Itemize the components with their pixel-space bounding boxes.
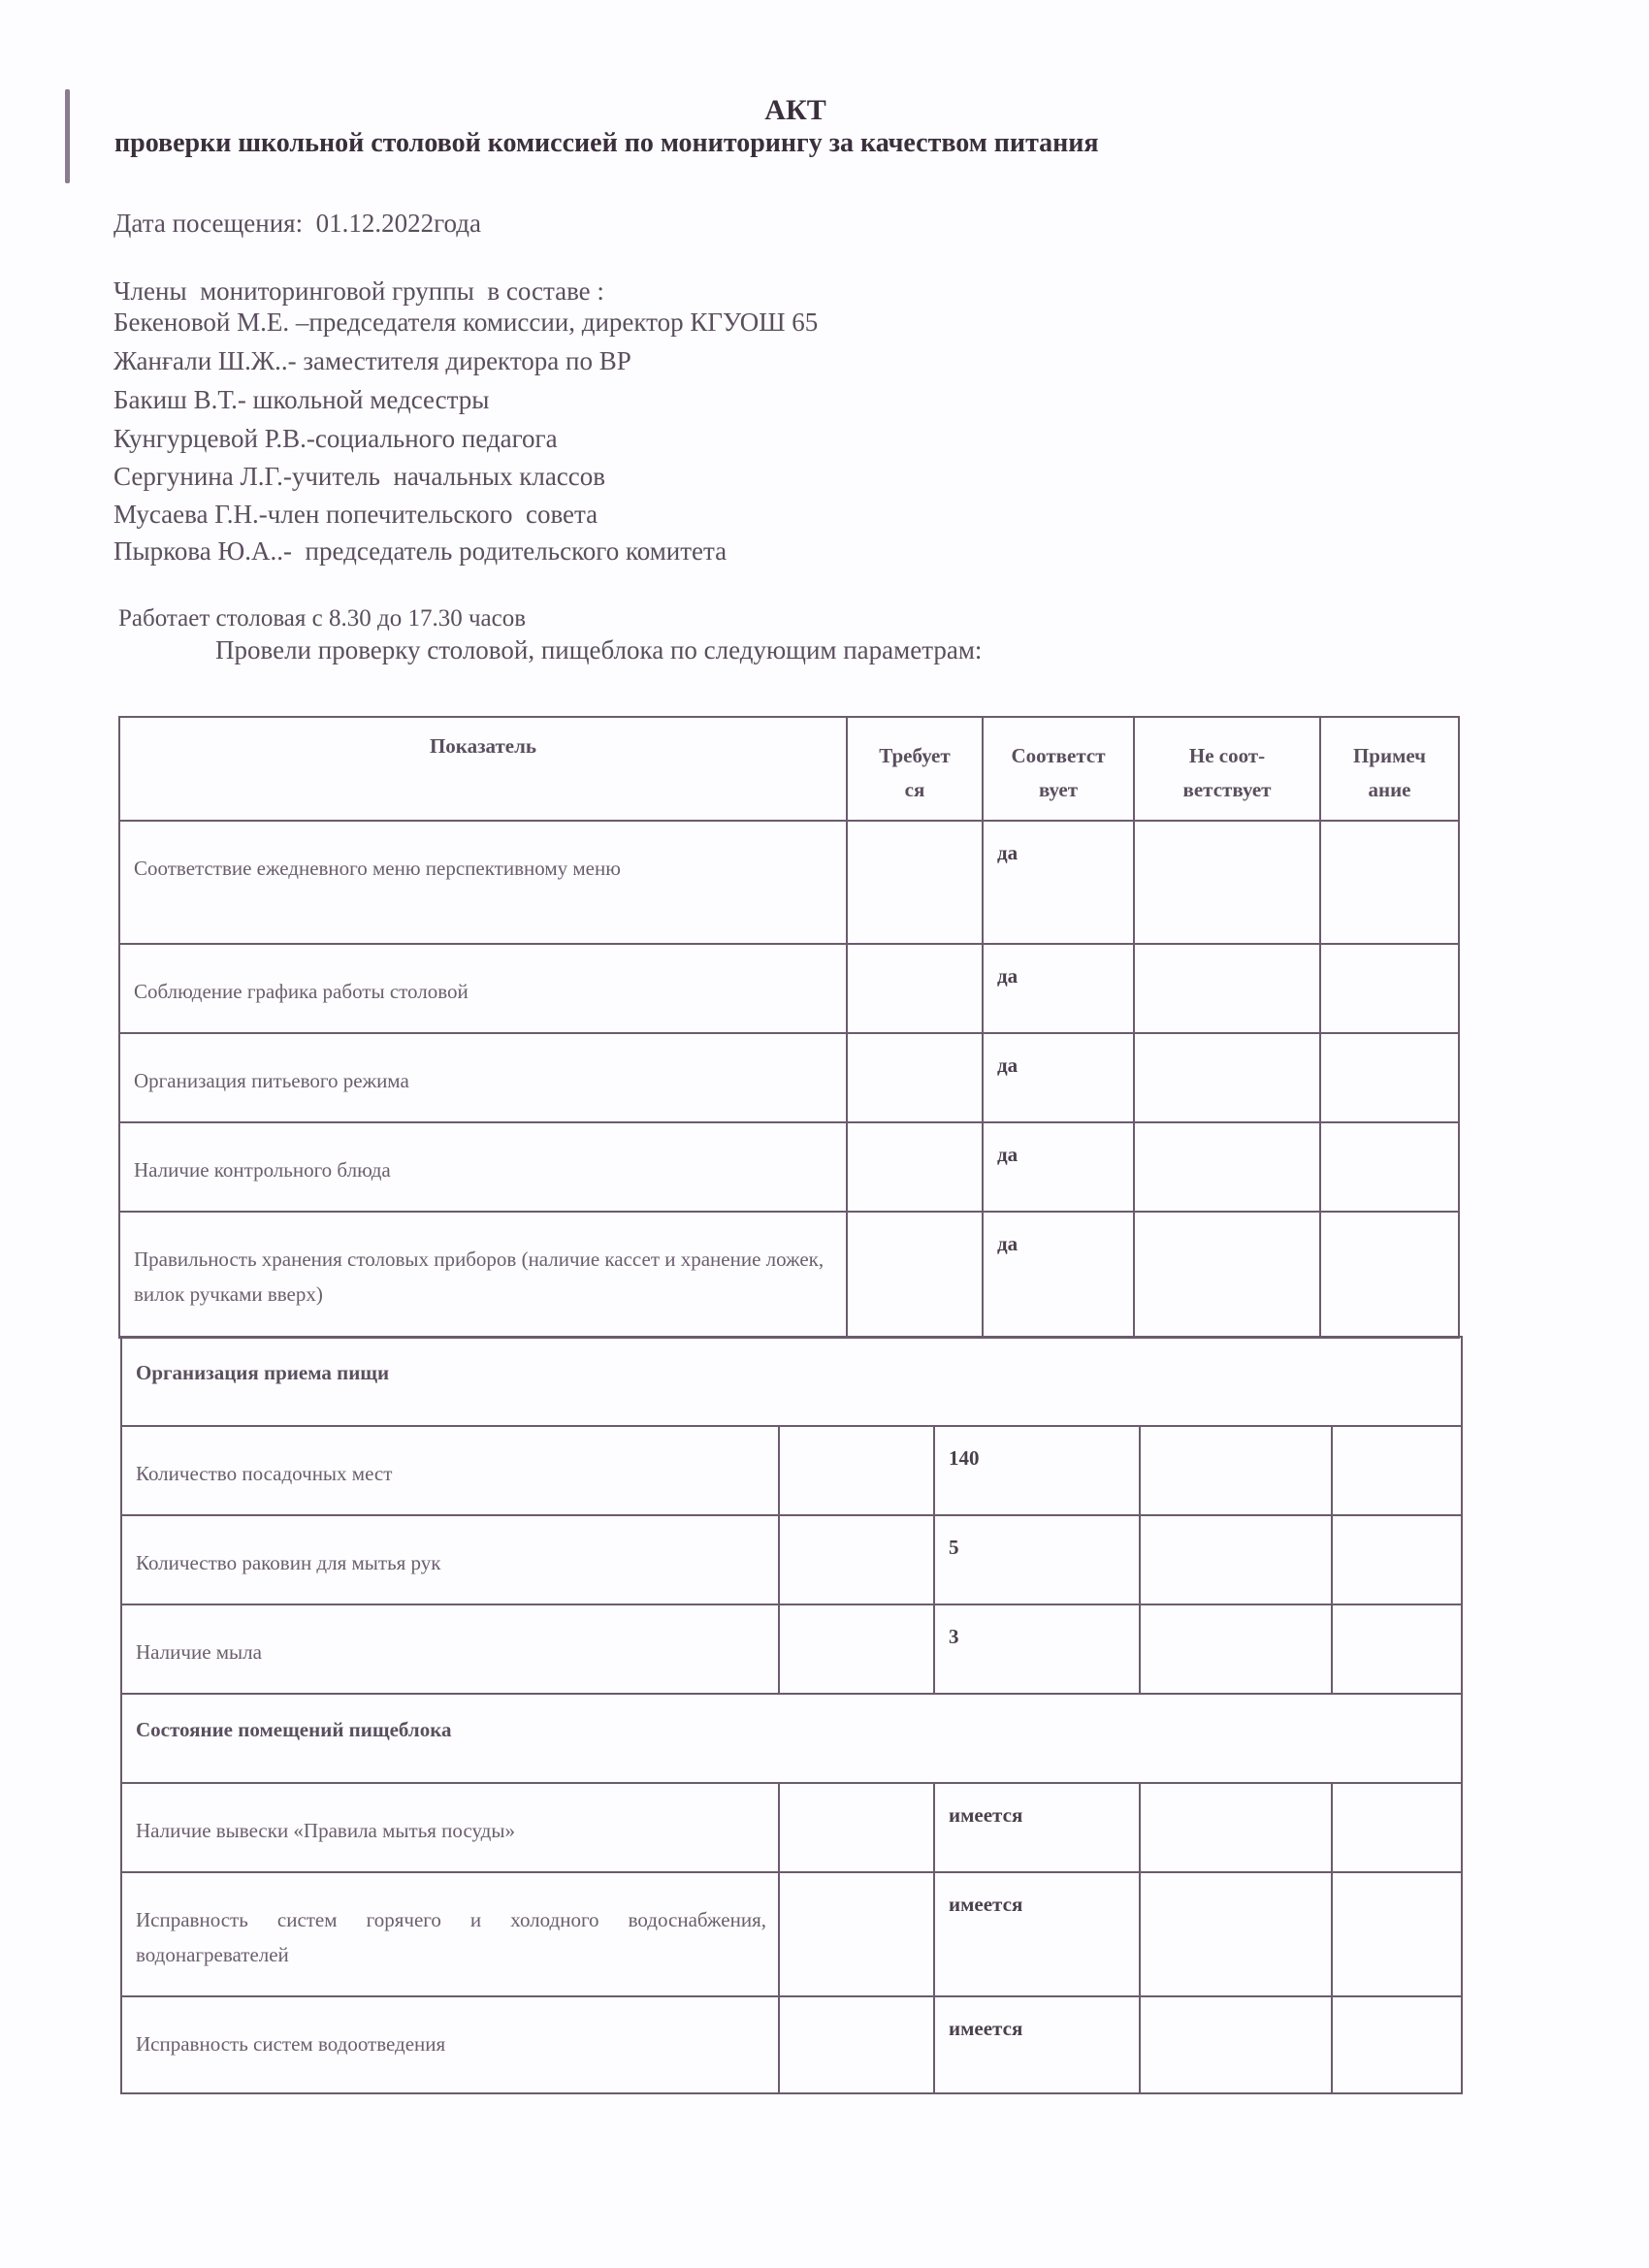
indicator-cell: Организация питьевого режима	[119, 1033, 847, 1122]
noncompliant-cell	[1140, 1515, 1332, 1604]
table-row	[121, 1426, 1462, 1515]
document-title: АКТ	[764, 94, 826, 126]
note-cell	[1332, 1996, 1462, 2093]
compliant-cell: 3	[934, 1604, 1140, 1694]
members-heading: Члены мониторинговой группы в составе :	[113, 276, 604, 306]
document-subtitle: проверки школьной столовой комиссией по мониторингу за качеством питания	[114, 128, 1099, 158]
member-item: Пыркова Ю.А..- председатель родительского комитета	[113, 536, 728, 566]
indicator-cell: Количество посадочных мест	[121, 1426, 779, 1515]
indicator-cell: Правильность хранения столовых приборов (наличие кассет и хранение ложек, вилок ручками вверх)	[119, 1212, 847, 1338]
noncompliant-cell	[1134, 1212, 1320, 1338]
section-row-kitchen-premises	[121, 1694, 1462, 1783]
table-row	[121, 1783, 1462, 1872]
required-cell	[779, 1872, 934, 1996]
required-cell	[847, 944, 983, 1033]
indicator-cell: Соблюдение графика работы столовой	[119, 944, 847, 1033]
required-cell	[847, 1122, 983, 1212]
noncompliant-cell	[1140, 1996, 1332, 2093]
required-cell	[847, 821, 983, 944]
table-row	[119, 1212, 1459, 1338]
header-compliant: Соответст вует	[983, 717, 1134, 821]
table-row	[121, 1515, 1462, 1604]
table-row	[121, 1872, 1462, 1996]
required-cell	[779, 1996, 934, 2093]
member-item: Жанғали Ш.Ж..- заместителя директора по ВР	[113, 346, 631, 375]
noncompliant-cell	[1134, 821, 1320, 944]
intro-line: Провели проверку столовой, пищеблока по следующим параметрам:	[215, 635, 983, 664]
note-cell	[1320, 944, 1459, 1033]
noncompliant-cell	[1140, 1426, 1332, 1515]
note-cell	[1332, 1783, 1462, 1872]
required-cell	[779, 1515, 934, 1604]
member-item: Бекеновой М.Е. –председателя комиссии, директор КГУОШ 65	[113, 308, 819, 337]
compliant-cell: да	[983, 944, 1134, 1033]
compliant-cell: 140	[934, 1426, 1140, 1515]
required-cell	[847, 1212, 983, 1338]
note-cell	[1320, 1033, 1459, 1122]
member-item: Сергунина Л.Г.-учитель начальных классов	[113, 462, 606, 491]
section-row-meal-organization	[121, 1337, 1462, 1426]
note-cell	[1332, 1426, 1462, 1515]
indicator-cell: Исправность систем горячего и холодного водоснабжения, водонагревателей	[121, 1872, 779, 1996]
required-cell	[847, 1033, 983, 1122]
note-cell	[1332, 1872, 1462, 1996]
table-row	[121, 1996, 1462, 2093]
hours-line: Работает столовая с 8.30 до 17.30 часов	[118, 605, 527, 632]
noncompliant-cell	[1140, 1783, 1332, 1872]
inspection-table-part2	[120, 1336, 1463, 2094]
indicator-cell: Наличие мыла	[121, 1604, 779, 1694]
required-cell	[779, 1604, 934, 1694]
inspection-table-part1	[118, 716, 1460, 1339]
note-cell	[1320, 1212, 1459, 1338]
note-cell	[1320, 1122, 1459, 1212]
member-item: Мусаева Г.Н.-член попечительского совета	[113, 500, 598, 529]
header-noncompliant: Не соот- ветствует	[1134, 717, 1320, 821]
compliant-cell: да	[983, 1033, 1134, 1122]
required-cell	[779, 1426, 934, 1515]
table-header-row	[119, 717, 1459, 821]
noncompliant-cell	[1140, 1604, 1332, 1694]
member-item: Бакиш В.Т.- школьной медсестры	[113, 385, 490, 414]
compliant-cell: да	[983, 821, 1134, 944]
visit-date: Дата посещения: 01.12.2022года	[113, 209, 481, 238]
indicator-cell: Исправность систем водоотведения	[121, 1996, 779, 2093]
member-item: Кунгурцевой Р.В.-социального педагога	[113, 424, 558, 453]
header-required: Требует ся	[847, 717, 983, 821]
compliant-cell: имеется	[934, 1783, 1140, 1872]
table-row	[121, 1604, 1462, 1694]
compliant-cell: да	[983, 1212, 1134, 1338]
table-row	[119, 944, 1459, 1033]
note-cell	[1332, 1515, 1462, 1604]
compliant-cell: да	[983, 1122, 1134, 1212]
indicator-cell: Наличие вывески «Правила мытья посуды»	[121, 1783, 779, 1872]
header-note: Примеч ание	[1320, 717, 1459, 821]
required-cell	[779, 1783, 934, 1872]
noncompliant-cell	[1134, 1033, 1320, 1122]
indicator-cell: Наличие контрольного блюда	[119, 1122, 847, 1212]
table-row	[119, 1033, 1459, 1122]
header-indicator: Показатель	[119, 717, 847, 821]
section-title: Состояние помещений пищеблока	[121, 1694, 1462, 1783]
note-cell	[1332, 1604, 1462, 1694]
table-row	[119, 1122, 1459, 1212]
noncompliant-cell	[1140, 1872, 1332, 1996]
table-row	[119, 821, 1459, 944]
section-title: Организация приема пищи	[121, 1337, 1462, 1426]
indicator-cell: Количество раковин для мытья рук	[121, 1515, 779, 1604]
noncompliant-cell	[1134, 944, 1320, 1033]
compliant-cell: имеется	[934, 1872, 1140, 1996]
indicator-cell: Соответствие ежедневного меню перспективному меню	[119, 821, 847, 944]
compliant-cell: имеется	[934, 1996, 1140, 2093]
note-cell	[1320, 821, 1459, 944]
noncompliant-cell	[1134, 1122, 1320, 1212]
compliant-cell: 5	[934, 1515, 1140, 1604]
